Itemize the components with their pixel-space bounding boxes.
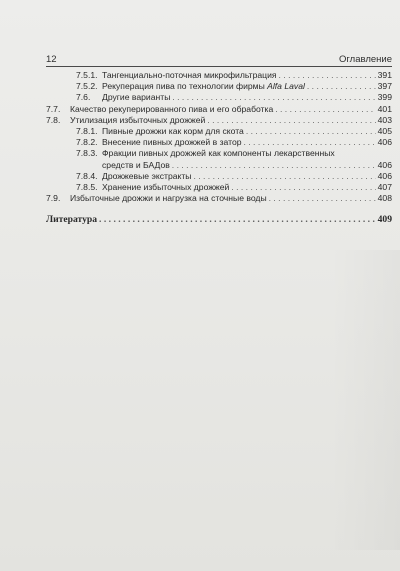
toc-title: Избыточные дрожжи и нагрузка на сточные воды	[70, 193, 267, 204]
toc-title: Дрожжевые экстракты	[102, 170, 192, 181]
leader-dots	[246, 126, 376, 137]
section-title: Оглавление	[339, 54, 392, 65]
toc-title: Тангенциально-поточная микрофильтрация	[102, 70, 277, 80]
toc-entry-7-9	[46, 193, 392, 204]
leader-dots	[172, 92, 375, 103]
toc-number: 7.8.	[46, 114, 61, 125]
toc-page: 391	[377, 70, 392, 80]
toc-number: 7.8.4.	[76, 170, 98, 181]
toc-title: Рекуперация пива по технологии фирмы Alfa Laval	[102, 81, 305, 92]
page-number: 12	[46, 54, 57, 65]
toc-page: 403	[377, 114, 392, 125]
toc-number: 7.8.2.	[76, 137, 98, 148]
leader-dots	[193, 171, 375, 182]
leader-dots	[275, 104, 375, 115]
toc-title: Внесение пивных дрожжей в затор	[102, 137, 242, 148]
toc-number: 7.7.	[46, 103, 61, 114]
toc-number: 7.8.5.	[76, 182, 98, 193]
leader-dots	[207, 115, 375, 126]
toc-entry-7-8-1	[46, 126, 392, 137]
toc-entry-7-8-4	[46, 171, 392, 182]
toc-page: 405	[377, 126, 392, 137]
leader-dots	[99, 214, 376, 226]
leader-dots	[244, 137, 376, 148]
running-header	[46, 50, 392, 67]
toc-page: 408	[377, 193, 392, 204]
toc-page: 409	[377, 214, 392, 226]
toc-number: 7.8.1.	[76, 126, 98, 137]
toc-number: 7.8.3.	[76, 148, 98, 159]
toc-title: Пивные дрожжи как корм для скота	[102, 126, 244, 137]
toc-page: 397	[377, 81, 392, 92]
toc-entry-7-8-3	[46, 148, 392, 170]
toc-entry-7-8	[46, 115, 392, 126]
leader-dots	[172, 160, 376, 171]
toc-entry-7-8-2	[46, 137, 392, 148]
toc-number: 7.6.	[76, 92, 91, 103]
leader-dots	[307, 81, 376, 92]
toc-title: Хранение избыточных дрожжей	[102, 182, 230, 193]
toc-page: 406	[377, 159, 392, 170]
toc-title: Литература	[46, 214, 98, 226]
toc-title: Утилизация избыточных дрожжей	[70, 114, 206, 125]
leader-dots	[231, 182, 375, 193]
toc-title: Качество рекуперированного пива и его обработка	[70, 103, 274, 114]
toc-page: 407	[377, 182, 392, 193]
toc-page: 401	[377, 103, 392, 114]
leader-dots	[269, 193, 376, 204]
toc-entry-7-5-1	[46, 70, 392, 81]
toc-title-line-2: средств и БАДов	[102, 159, 170, 170]
toc-number: 7.5.1.	[76, 70, 98, 80]
toc-entry-7-8-5	[46, 182, 392, 193]
bleed-through-shadow	[330, 250, 400, 550]
toc-entry-literature	[46, 214, 392, 226]
toc-number: 7.9.	[46, 193, 61, 204]
toc-entry-7-6	[46, 92, 392, 103]
toc-title: Другие варианты	[102, 92, 171, 103]
toc-page: 406	[377, 170, 392, 181]
table-of-contents	[46, 70, 392, 226]
toc-entry-7-5-2	[46, 81, 392, 92]
toc-number: 7.5.2.	[76, 81, 98, 92]
company-name: Alfa Laval	[267, 81, 305, 92]
toc-title-line-1: Фракции пивных дрожжей как компоненты лекарственных	[102, 148, 335, 159]
toc-entry-7-7	[46, 104, 392, 115]
leader-dots	[279, 70, 376, 81]
toc-page: 399	[377, 92, 392, 103]
toc-page: 406	[377, 137, 392, 148]
